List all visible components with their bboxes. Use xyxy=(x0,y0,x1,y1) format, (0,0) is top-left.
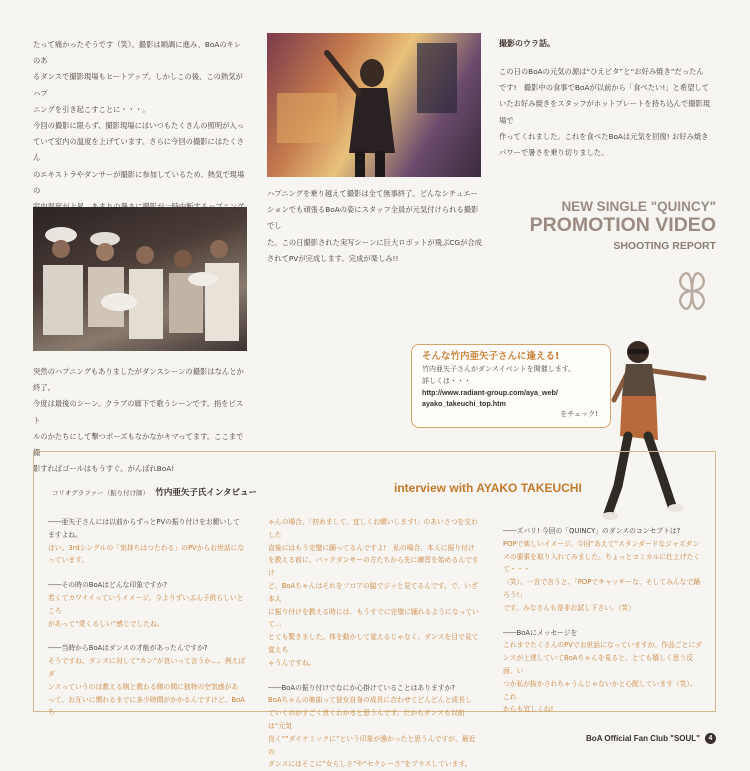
interview-answer-line: とても驚きました。体を動かして覚えるじゃなく、ダンスを目で見て覚えち xyxy=(268,633,479,654)
text-line: 突然のハプニングもありましたがダンスシーンの撮影はなんとか終了。 xyxy=(33,367,244,393)
interview-answer-line: 直後にはもう完璧に踊ってるんですよ! 私の場合、本人に振り付け xyxy=(268,543,475,552)
interview-answer-line: ゃんの場合、「初めまして、宜しくお願いします!」のあいさつを交わした xyxy=(268,518,478,539)
middle-paragraph xyxy=(267,186,482,267)
interview-question-line: ――当時からBoAはダンスの才能があったんですか? xyxy=(48,644,208,653)
promo-report-title: SHOOTING REPORT xyxy=(613,240,716,252)
interview-answer-line: 若くてカワイイっていうイメージ。今よりずいぶん子供らしいところ xyxy=(48,593,244,615)
interview-answer-line: っています。 xyxy=(48,556,89,565)
promo-video-title: PROMOTION VIDEO xyxy=(529,214,716,236)
text-line: パワーで暑さを乗り切りました。 xyxy=(499,148,609,158)
interview-answer-line: ゃうんですね。 xyxy=(268,658,316,667)
text-line: ニングを引き起こすことに・・・。 xyxy=(33,104,150,114)
interview-label xyxy=(52,486,257,498)
callout-details: 詳しくは・・・ xyxy=(422,377,471,385)
text-line: のエキストラやダンサーが撮影に参加しているため、熱気で現場の xyxy=(33,169,245,195)
interview-question-line: ――ズバリ! 今回の「QUINCY」のダンスのコンセプトは? xyxy=(503,527,681,535)
page-footer xyxy=(586,733,716,744)
text-line: この日のBoAの元気の源は“ひえピタ”と“お好み焼き”だったん xyxy=(499,67,704,76)
behind-the-scenes-heading: 撮影のウラ話。 xyxy=(499,39,555,48)
footer-text: BoA Official Fan Club "SOUL" xyxy=(586,734,700,743)
text-line: た。この日撮影された実写シーンに巨大ロボットが飛ぶCGが合成 xyxy=(267,237,482,247)
photo-boa-dancing xyxy=(267,33,481,177)
interview-answer-line: を教える前に、バックダンサーの方たちから先に練習を始めるんですけ xyxy=(268,556,479,578)
interview-answer-line: ど、BoAちゃんはそれをフロアの脇でジッと見てるんです。で、いざ本人 xyxy=(268,581,478,603)
text-line: 作ってくれました。これを食べたBoAは元気を回復! お好み焼き xyxy=(499,131,709,141)
spacer xyxy=(48,630,248,642)
clover-logo-icon xyxy=(671,269,713,313)
callout-title: そんな竹内亜矢子さんに逢える! xyxy=(422,351,560,362)
interview-answer-line: つか私が抜かされちゃうんじゃないかと心配しています（笑）。これ xyxy=(503,679,697,701)
interview-label-name: 竹内亜矢子氏インタビュー xyxy=(155,488,258,498)
text-line: 今度は最後のシーン。クラブの廊下で歌うシーンです。指をピスト xyxy=(33,399,244,425)
interview-answer-line: ダンスにはそこに“女らしさ”や“セクシーさ”をプラスしています。 xyxy=(268,760,472,769)
interview-question-line: ――BoAの振り付けでなにか心掛けていることはありますか? xyxy=(268,683,455,692)
interview-answer-line: （笑）。一言で言うと、「POPでキャッチーな、そしてみんなで踊ろう!」 xyxy=(503,578,701,599)
interview-answer-line: からも宜しくね! xyxy=(503,705,554,714)
interview-answer-line: はい。3rdシングルの「気持ちはつたわる」のPVからお世話にな xyxy=(48,543,245,552)
interview-column-1 xyxy=(48,516,248,719)
text-line: ルのかたちにして撃つポーズもなかなかキマってます。ここまで撮 xyxy=(33,431,244,458)
behind-the-scenes-paragraph xyxy=(499,64,717,161)
interview-question-line: ますよね。 xyxy=(48,530,82,539)
page-number: 4 xyxy=(705,733,716,744)
interview-answer-line: スの要素を取り入れてみました。ちょっとコミカルに仕上げたくて・・・ xyxy=(503,552,701,574)
text-line: ていて室内の温度を上げています。さらに今回の撮影にはたくさん xyxy=(33,137,245,163)
interview-answer-line: BoAちゃんの楽曲って彼女自身の成長に合わせてどんどんと成長し xyxy=(268,696,472,705)
interview-question-line: ――その時のBoAはどんな印象ですか? xyxy=(48,581,168,590)
spacer xyxy=(503,615,703,627)
callout-url-line-1[interactable]: http://www.radiant-group.com/aya_web/ xyxy=(422,388,558,397)
text-line: ションでも頑張るBoAの姿にスタッフ全員が元気付けられる撮影でし xyxy=(267,205,479,231)
text-line: いたお好み焼きをスタッフがホットプレートを持ち込んで撮影現場で xyxy=(499,99,711,125)
interview-answer-line: これまでたくさんのPVでお世話になっていますが、作品ごとにダ xyxy=(503,641,703,650)
interview-question-line: ――亜矢子さんには以前からずっとPVの振り付けをお願いして xyxy=(48,518,240,526)
callout-url-line-2[interactable]: ayako_takeuchi_top.htm xyxy=(422,399,506,408)
photo-boa-dancing-image xyxy=(267,33,481,177)
interview-answer-line: に振り付けを教える時には、もうすでに完璧に踊れるようになっていて… xyxy=(268,607,479,629)
text-line: ハプニングを乗り越えて撮影は全て無事終了。どんなシチュエー xyxy=(267,189,478,198)
callout-check: をチェック! xyxy=(560,410,598,418)
text-line: たって痛かったそうです（笑）。撮影は順調に進み、BoAのキレのあ xyxy=(33,40,242,66)
interview-title: interview with AYAKO TAKEUCHI xyxy=(394,481,582,495)
interview-label-role: コリオグラファー（振り付け師） xyxy=(52,489,150,497)
interview-answer-line: です。みなさんも是非お試し下さい。（笑） xyxy=(503,603,635,612)
interview-answer-line: POPで楽しいイメージ。今回“あえて”スタンダードなジャズダン xyxy=(503,539,700,548)
interview-answer-line: ンスが上達していてBoAちゃんを見ると、とても嬉しく思う反面、い xyxy=(503,654,693,675)
spacer xyxy=(48,567,248,579)
interview-column-3 xyxy=(503,525,703,716)
interview-answer-line: って、お互いに慣れるまでに多少時間がかかるんですけど、BoAち xyxy=(48,695,245,717)
promo-single-title: NEW SINGLE "QUINCY" xyxy=(561,199,716,214)
interview-answer-line: そうですね。ダンスに対して“カン”が良いって言うか…。例えばダ xyxy=(48,657,246,678)
interview-answer-line: ていくのがすごく良くわかると思うんです。だからダンスも以前は“元気 xyxy=(268,709,465,730)
text-line: るダンスで撮影現場もヒートアップ。しかしこの後、この熱気がハプ xyxy=(33,72,243,98)
photo-dancers-group xyxy=(33,207,247,351)
text-line: されてPVが完成します。完成が楽しみ!! xyxy=(267,253,399,263)
text-line: 今回の撮影に限らず、撮影現場にはいつもたくさんの照明が入っ xyxy=(33,121,245,131)
event-callout xyxy=(411,344,611,428)
spacer xyxy=(268,670,481,682)
callout-text: 竹内亜矢子さんがダンスイベントを開催します。 xyxy=(422,365,576,373)
interview-answer-line: 良く”“ダイナミックに”という印象が強かったと思うんですが、最近の xyxy=(268,734,476,756)
interview-answer-line: があって“愛くるしい”感じでしたね。 xyxy=(48,619,164,628)
photo-dancers-group-image xyxy=(33,207,247,351)
interview-column-2 xyxy=(268,516,481,771)
interview-question-line: ――BoAにメッセージを xyxy=(503,628,578,637)
text-line: 影すればゴールはもうすぐ。がんばれBoA! xyxy=(33,464,175,474)
text-line: です! 撮影中の食事でBoAが以前から「食べたい!」と希望して xyxy=(499,83,710,93)
interview-answer-line: ンスっていうのは教える側と教わる側の間に独特の空気感があ xyxy=(48,682,239,691)
